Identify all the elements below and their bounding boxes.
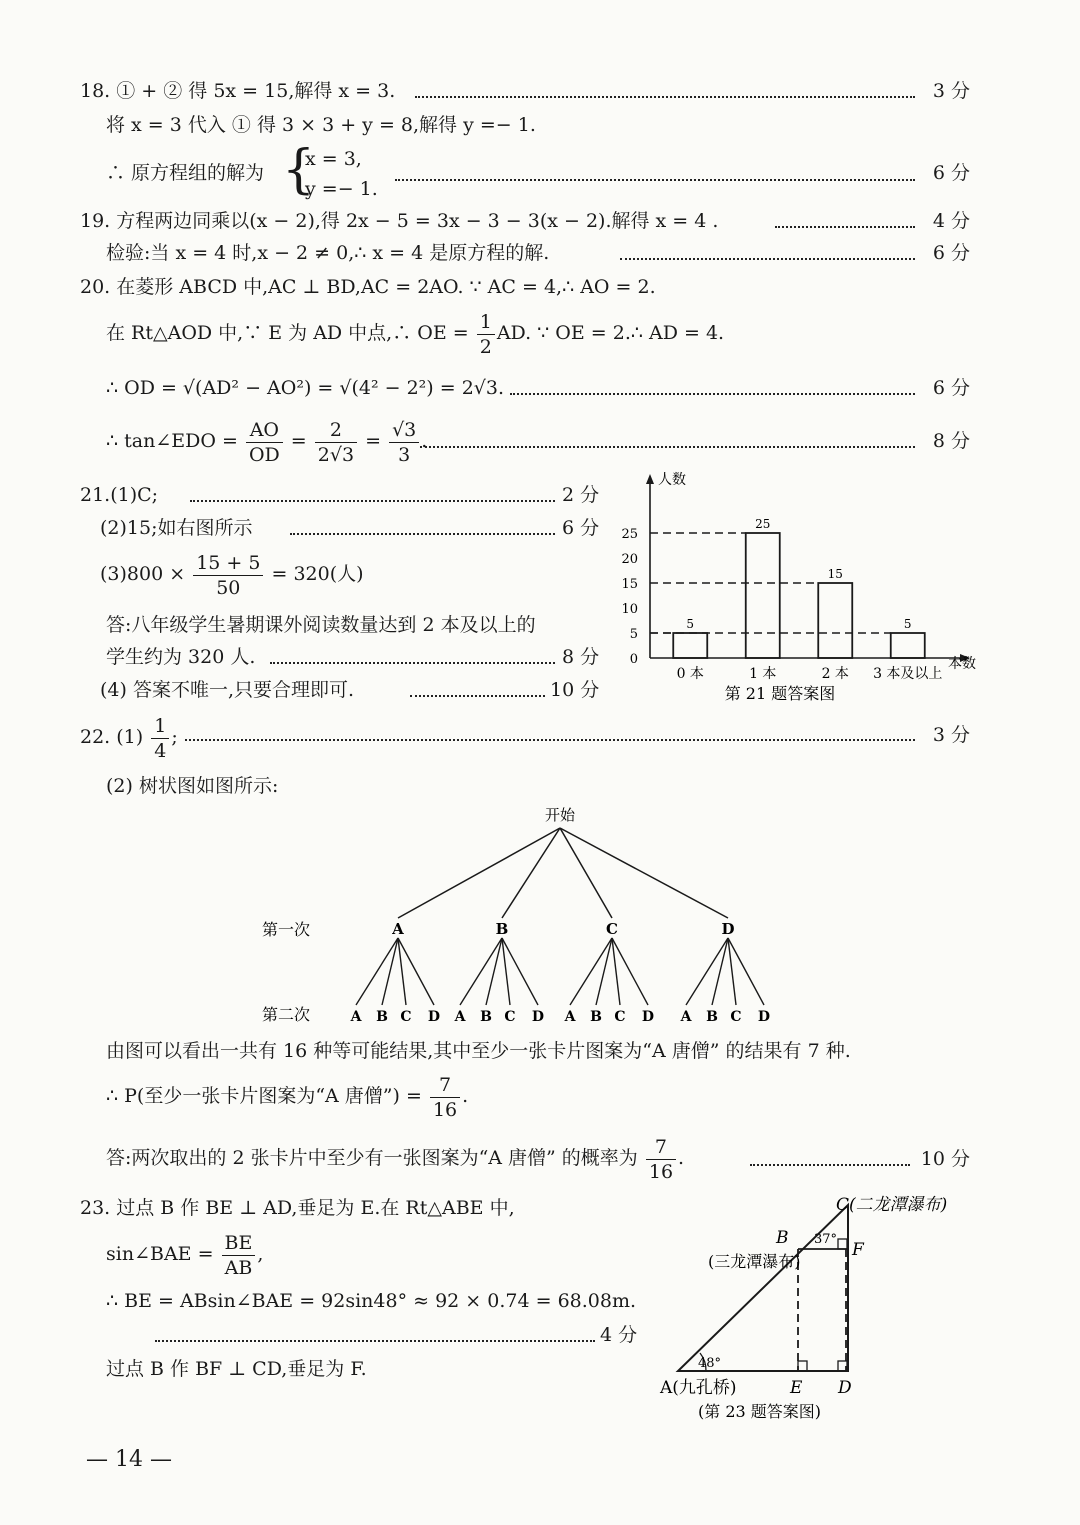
right-angle-e [798, 1361, 807, 1371]
leader-dots [290, 533, 555, 535]
tree-branch [712, 938, 728, 1005]
label-b: B [776, 1228, 789, 1248]
q22-line3: 由图可以看出一共有 16 种等可能结果,其中至少一张卡片图案为“A 唐僧” 的结果有 7 种. [106, 1040, 851, 1062]
leader-dots [155, 1340, 595, 1342]
q19-line2: 检验:当 x = 4 时,x − 2 ≠ 0,∴ x = 4 是原方程的解. [106, 242, 550, 264]
q22-line4-b: . [462, 1085, 469, 1107]
tree-branch [398, 938, 406, 1005]
tree-node-second: A [454, 1009, 466, 1025]
q22-line5-a: 答:两次取出的 2 张卡片中至少有一张图案为“A 唐僧” 的概率为 [106, 1147, 638, 1169]
bar-value-label: 15 [827, 567, 843, 581]
fraction: $\frac{√3}{3}$ [389, 418, 419, 467]
tree-branch [502, 828, 560, 918]
q21-score2: 6 分 [562, 517, 600, 539]
q18-score1: 3 分 [932, 80, 970, 102]
figure-caption: (第 23 题答案图) [698, 1402, 822, 1421]
q21-line3-a: (3)800 × [100, 563, 186, 585]
label-c: C(二龙潭瀑布) [836, 1195, 948, 1215]
q19-line1: 19. 方程两边同乘以(x − 2),得 2x − 5 = 3x − 3 − 3(x − 2).解得 x = 4 . [80, 210, 719, 232]
label-b-sub: (三龙潭瀑布) [708, 1252, 801, 1271]
q22-line2: (2) 树状图如图所示: [106, 775, 279, 797]
q20-line2 [106, 308, 724, 359]
y-tick-label: 10 [621, 602, 638, 617]
q23-score3: 4 分 [600, 1324, 638, 1346]
tree-branch [502, 938, 538, 1005]
leader-dots [395, 179, 915, 181]
q21-line3-b: = 320(人) [271, 563, 364, 585]
q23-line4: 过点 B 作 BF ⊥ CD,垂足为 F. [106, 1358, 367, 1380]
y-tick-label: 20 [621, 552, 638, 567]
q20-line1: 20. 在菱形 ABCD 中,AC ⊥ BD,AC = 2AO. ∵ AC = 4,∴ AO = 2. [80, 276, 656, 298]
equals: = [365, 430, 382, 452]
brace: { [282, 140, 316, 200]
angle-a: 48° [698, 1356, 722, 1371]
bar [673, 633, 707, 658]
tree-node-second: B [480, 1009, 492, 1025]
tree-node-first: D [721, 920, 735, 938]
q18-score3: 6 分 [932, 162, 970, 184]
q20-line3: ∴ OD = √(AD² − AO²) = √(4² − 2²) = 2√3. [106, 377, 505, 399]
leader-dots [420, 446, 915, 448]
q23-line2-b: , [257, 1243, 264, 1265]
q22-line5 [106, 1132, 684, 1184]
bar [891, 633, 925, 658]
tree-node-second: C [504, 1009, 516, 1025]
q22-line1-a: 22. (1) [80, 726, 144, 748]
fraction: $\frac{AO}{OD}$ [246, 418, 283, 467]
x-tick-label: 1 本 [749, 666, 777, 682]
tree-branch [502, 938, 510, 1005]
tree-node-second: B [376, 1009, 388, 1025]
q21-line5: 学生约为 320 人. [106, 646, 256, 668]
q21-score1: 2 分 [562, 484, 600, 506]
tree-node-first: A [392, 920, 404, 938]
tree-branch [596, 938, 612, 1005]
leader-dots [775, 226, 915, 228]
tree-branch [728, 938, 764, 1005]
q23-line1: 23. 过点 B 作 BE ⊥ AD,垂足为 E.在 Rt△ABE 中, [80, 1197, 515, 1219]
q22-score5: 10 分 [920, 1148, 970, 1170]
fraction: $\frac{7}{16}$ [430, 1073, 460, 1122]
tree-branch [398, 828, 560, 918]
q22-line5-b: . [678, 1147, 685, 1169]
tree-node-second: D [427, 1009, 441, 1025]
q22-line4-a: ∴ P(至少一张卡片图案为“A 唐僧”) = [106, 1085, 422, 1107]
bar-chart [615, 470, 985, 710]
q21-score5: 8 分 [562, 646, 600, 668]
q22-score1: 3 分 [932, 724, 970, 746]
q21-line2: (2)15;如右图所示 [100, 517, 253, 539]
x-axis-label: 本数 [948, 656, 976, 672]
tree-diagram [250, 800, 770, 1030]
q18-line1: 18. ① + ② 得 5x = 15,解得 x = 3. [80, 80, 396, 102]
tree-node-second: A [564, 1009, 576, 1025]
tree-branch [398, 938, 434, 1005]
leader-dots [620, 258, 915, 260]
tree-node-second: A [680, 1009, 692, 1025]
q18-line2: 将 x = 3 代入 ① 得 3 × 3 + y = 8,解得 y =− 1. [106, 114, 536, 136]
page-number: — 14 — [86, 1447, 172, 1472]
tree-branch [460, 938, 502, 1005]
q20-line2-a: 在 Rt△AOD 中,∵ E 为 AD 中点,∴ OE = [106, 322, 469, 344]
tree-node-second: C [400, 1009, 412, 1025]
q21-line6: (4) 答案不唯一,只要合理即可. [100, 679, 355, 701]
fraction: $\frac{BE}{AB}$ [222, 1231, 256, 1280]
label-a: A(九孔桥) [660, 1378, 737, 1398]
q21-score6: 10 分 [550, 679, 600, 701]
y-tick-label: 0 [629, 652, 638, 667]
y-axis-label: 人数 [658, 472, 686, 488]
x-tick-label: 2 本 [821, 666, 849, 682]
bar [746, 533, 780, 658]
x-tick-label: 3 本及以上 [873, 666, 943, 682]
q18-sol-y: y =− 1. [305, 178, 378, 200]
chart-caption: 第 21 题答案图 [724, 684, 836, 703]
y-axis-arrow [646, 474, 654, 484]
y-tick-label: 5 [629, 627, 638, 642]
tree-node-second: B [590, 1009, 602, 1025]
tree-branch [686, 938, 728, 1005]
leader-dots [185, 739, 915, 741]
tree-root: 开始 [544, 806, 576, 824]
tree-row2-label: 第二次 [262, 1005, 311, 1024]
bar [818, 583, 852, 658]
triangle-outline [678, 1205, 848, 1371]
bar-value-label: 5 [686, 617, 695, 631]
q22-line1-b: ; [171, 726, 178, 748]
tree-node-second: C [614, 1009, 626, 1025]
q23-line2-a: sin∠BAE = [106, 1243, 214, 1265]
angle-b: 37° [814, 1232, 838, 1247]
label-d: D [838, 1378, 852, 1398]
y-tick-label: 25 [621, 527, 638, 542]
tree-node-second: D [641, 1009, 655, 1025]
leader-dots [510, 393, 915, 395]
tree-branch [356, 938, 398, 1005]
q23-line2 [106, 1228, 263, 1280]
tree-row1-label: 第一次 [262, 920, 311, 939]
q18-sol-x: x = 3, [305, 148, 362, 170]
leader-dots [750, 1164, 910, 1166]
tree-node-second: C [730, 1009, 742, 1025]
q20-score3: 6 分 [932, 377, 970, 399]
q22-line1 [80, 712, 178, 763]
tree-branch [570, 938, 612, 1005]
q21-line3 [100, 548, 364, 600]
leader-dots [190, 500, 555, 502]
q21-line1: 21.(1)C; [80, 484, 159, 506]
fraction: $\frac{2}{2√3}$ [315, 418, 357, 467]
y-tick-label: 15 [621, 577, 638, 592]
q22-line4 [106, 1070, 468, 1122]
equals: = [290, 430, 307, 452]
q19-score1: 4 分 [932, 210, 970, 232]
tree-node-second: B [706, 1009, 718, 1025]
bar-value-label: 5 [903, 617, 912, 631]
q20-line4-a: ∴ tan∠EDO = [106, 430, 238, 452]
triangle-figure [648, 1185, 988, 1425]
q18-line3-text: ∴ 原方程组的解为 [106, 162, 265, 184]
tree-branch [382, 938, 398, 1005]
tree-branch [612, 938, 620, 1005]
tree-node-second: D [757, 1009, 770, 1025]
fraction: $\frac{1}{2}$ [477, 310, 495, 359]
q20-line4: ∴ tan∠EDO = $\frac{AO}{OD}$ = $\frac{2}{2√3}$ = $\frac{√3}{3}$ . [106, 418, 428, 466]
tree-node-second: D [531, 1009, 545, 1025]
tree-branch [486, 938, 502, 1005]
fraction: $\frac{1}{4}$ [151, 714, 169, 763]
fraction: $\frac{7}{16}$ [646, 1135, 676, 1184]
tree-branch [728, 938, 736, 1005]
leader-dots [415, 96, 915, 98]
tree-branch [612, 938, 648, 1005]
tree-node-first: B [495, 920, 509, 938]
label-f: F [852, 1240, 864, 1260]
q18-line3 [106, 160, 264, 186]
q23-line3: ∴ BE = ABsin∠BAE = 92sin48° ≈ 92 × 0.74 = 68.08m. [106, 1290, 637, 1312]
leader-dots [270, 662, 555, 664]
bar-value-label: 25 [755, 517, 771, 531]
q19-score2: 6 分 [932, 242, 970, 264]
tree-node-second: A [350, 1009, 362, 1025]
tree-node-first: C [606, 920, 618, 938]
q21-line4: 答:八年级学生暑期课外阅读数量达到 2 本及以上的 [106, 614, 536, 636]
x-tick-label: 0 本 [676, 666, 704, 682]
fraction: $\frac{15 + 5}{50}$ [193, 551, 263, 600]
q20-score4: 8 分 [932, 430, 970, 452]
q20-line2-b: AD. ∵ OE = 2.∴ AD = 4. [496, 322, 725, 344]
right-angle-f [838, 1239, 847, 1249]
leader-dots [410, 695, 545, 697]
label-e: E [790, 1378, 803, 1398]
